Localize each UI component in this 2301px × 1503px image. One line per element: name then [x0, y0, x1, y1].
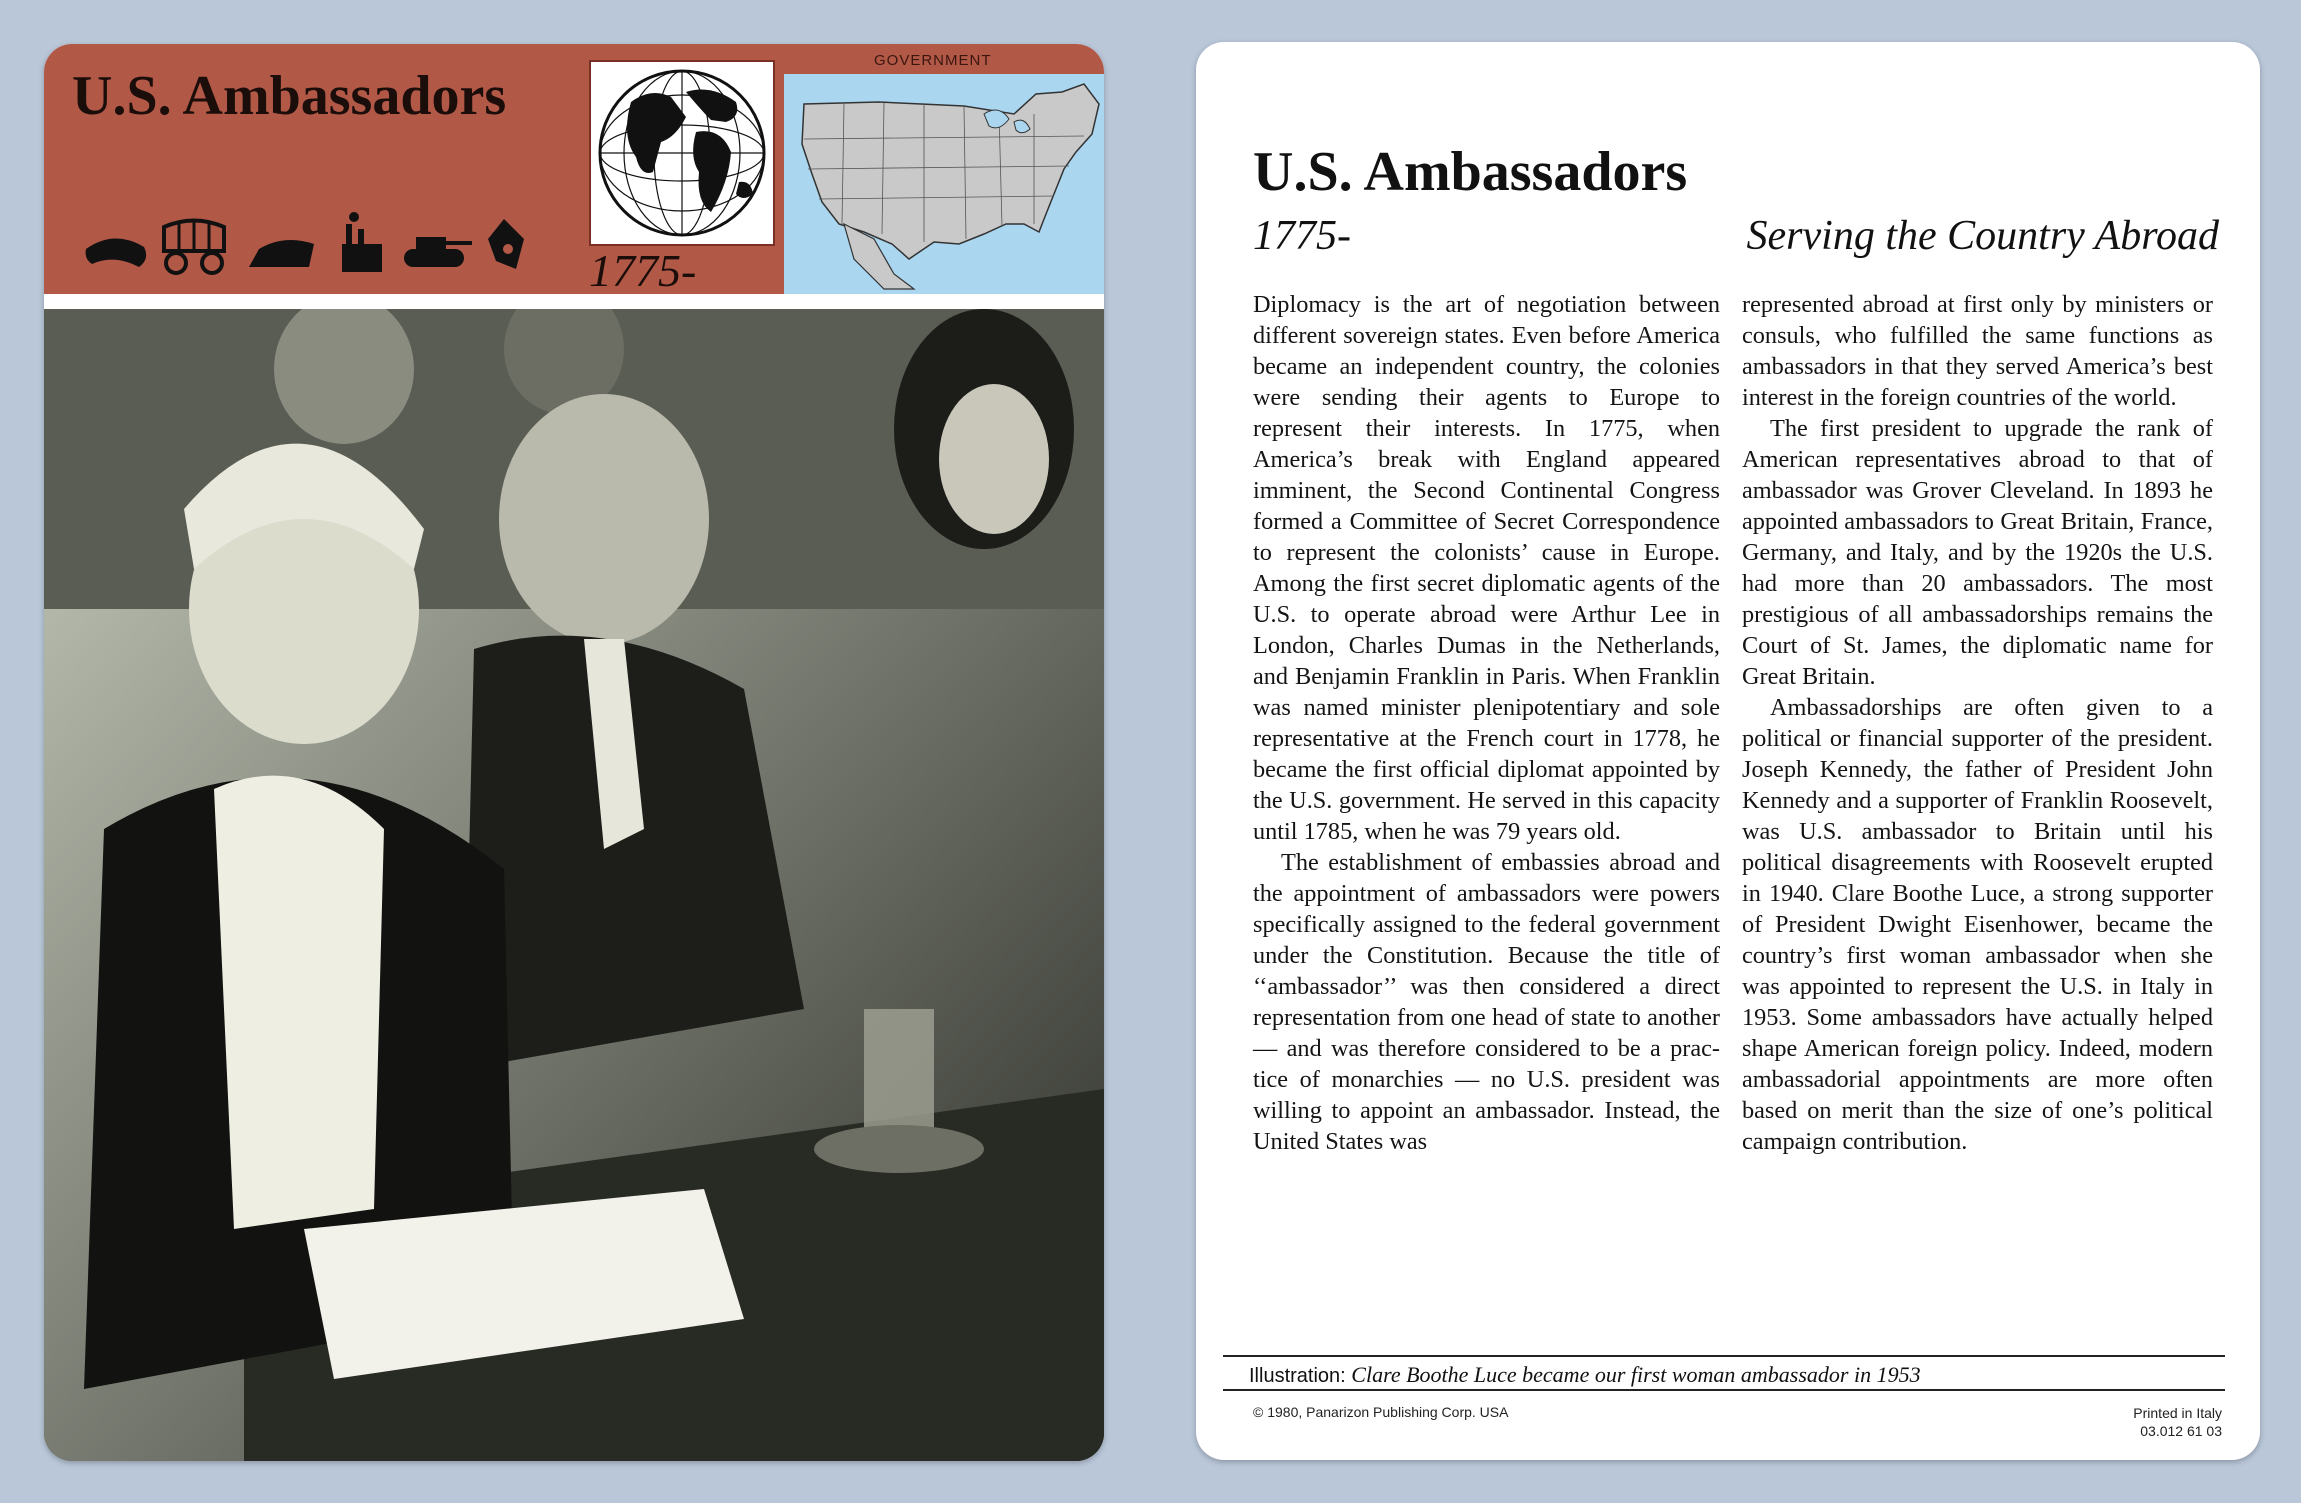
front-year: 1775-: [589, 245, 697, 296]
paragraph: The establishment of embassies abroad and the appointment of ambassadors were powers specifically assigned to the federal government under the Constitution. Because the title of ‘‘ambassador’’ was then considered a direct representation from one head of state to another — and was therefore considered to be a practice of monarchies — no U.S. president was willing to appoint an ambassador. Instead, the United States was: [1253, 849, 1720, 1155]
paragraph: represented abroad at first only by ministers or consuls, who fulfilled the same functions as ambassadors in that they served America’s best interest in the foreign countries of the world.: [1742, 291, 2213, 411]
illustration-caption: [1223, 1355, 2225, 1391]
print-info: [2133, 1404, 2222, 1440]
front-header: [44, 44, 1104, 294]
back-year: 1775-: [1253, 213, 1351, 259]
category-label: GOVERNMENT: [874, 52, 992, 69]
historical-photo: [44, 309, 1104, 1461]
steam-locomotive-icon: [249, 240, 314, 267]
paragraph: The first president to upgrade the rank of American representatives abroad to that of ambassador was Grover Cleveland. In 1893 he appointed ambassadors to Great Britain, France, Germany, and Italy, and by the 1920s the U.S. had more than 20 ambassadors. The most prestigious of all ambassadorships remains the Court of St. James, the diplomatic name for Great Britain.: [1742, 415, 2213, 690]
back-title: U.S. Ambassadors: [1253, 141, 1688, 203]
text-column-left: [1253, 289, 1720, 1157]
globe-icon: [589, 60, 775, 246]
back-subtitle: Serving the Country Abroad: [1746, 213, 2219, 259]
back-card: [1196, 42, 2260, 1460]
tricorn-hat-icon: [86, 238, 147, 267]
printed-in: Printed in Italy: [2133, 1405, 2222, 1421]
paragraph: Ambassadorships are often given to a political or financial supporter of the president. Joseph Kennedy, the father of President John Kennedy and a supporter of Franklin Roosevelt, was U.S. ambassador to Britain until his political disagreements with Roosevelt erupted in 1940. Clare Boothe Luce, a strong supporter of President Dwight Eisenhower, became the country’s first woman ambassador when she was appointed to represent the U.S. in Italy in 1953. Some ambassadors have actually helped shape American foreign policy. Indeed, modern ambassadorial appointments are more often based on merit than the size of one’s political campaign contribution.: [1742, 694, 2213, 1155]
us-map: [784, 74, 1104, 294]
factory-icon: [342, 212, 382, 272]
rocket-capsule-icon: [488, 219, 524, 269]
front-card: [44, 44, 1104, 1461]
era-icons: [84, 209, 604, 279]
caption-text: Clare Boothe Luce became our first woman ambassador in 1953: [1351, 1362, 1921, 1387]
card-code: 03.012 61 03: [2140, 1423, 2222, 1439]
tank-icon: [404, 237, 472, 267]
text-column-right: [1742, 289, 2213, 1157]
covered-wagon-icon: [164, 219, 224, 273]
paragraph: Diplomacy is the art of negotiation between different sovereign states. Even before America became an independent country, the colonies were sending their agents to Europe to represent their interests. In 1775, when America’s break with England appeared imminent, the Second Continental Congress formed a Committee of Secret Correspondence to represent the colonists’ cause in Europe. Among the first secret diplomatic agents of the U.S. to operate abroad were Arthur Lee in London, Charles Dumas in the Netherlands, and Benjamin Franklin in Paris. When Franklin was named minister plenipotentiary and sole representative at the French court in 1778, he became the first official diplomat appointed by the U.S. government. He served in this capacity until 1785, when he was 79 years old.: [1253, 291, 1720, 845]
caption-label: Illustration:: [1249, 1365, 1346, 1387]
front-title: U.S. Ambassadors: [72, 65, 507, 127]
copyright: © 1980, Panarizon Publishing Corp. USA: [1253, 1404, 1509, 1420]
